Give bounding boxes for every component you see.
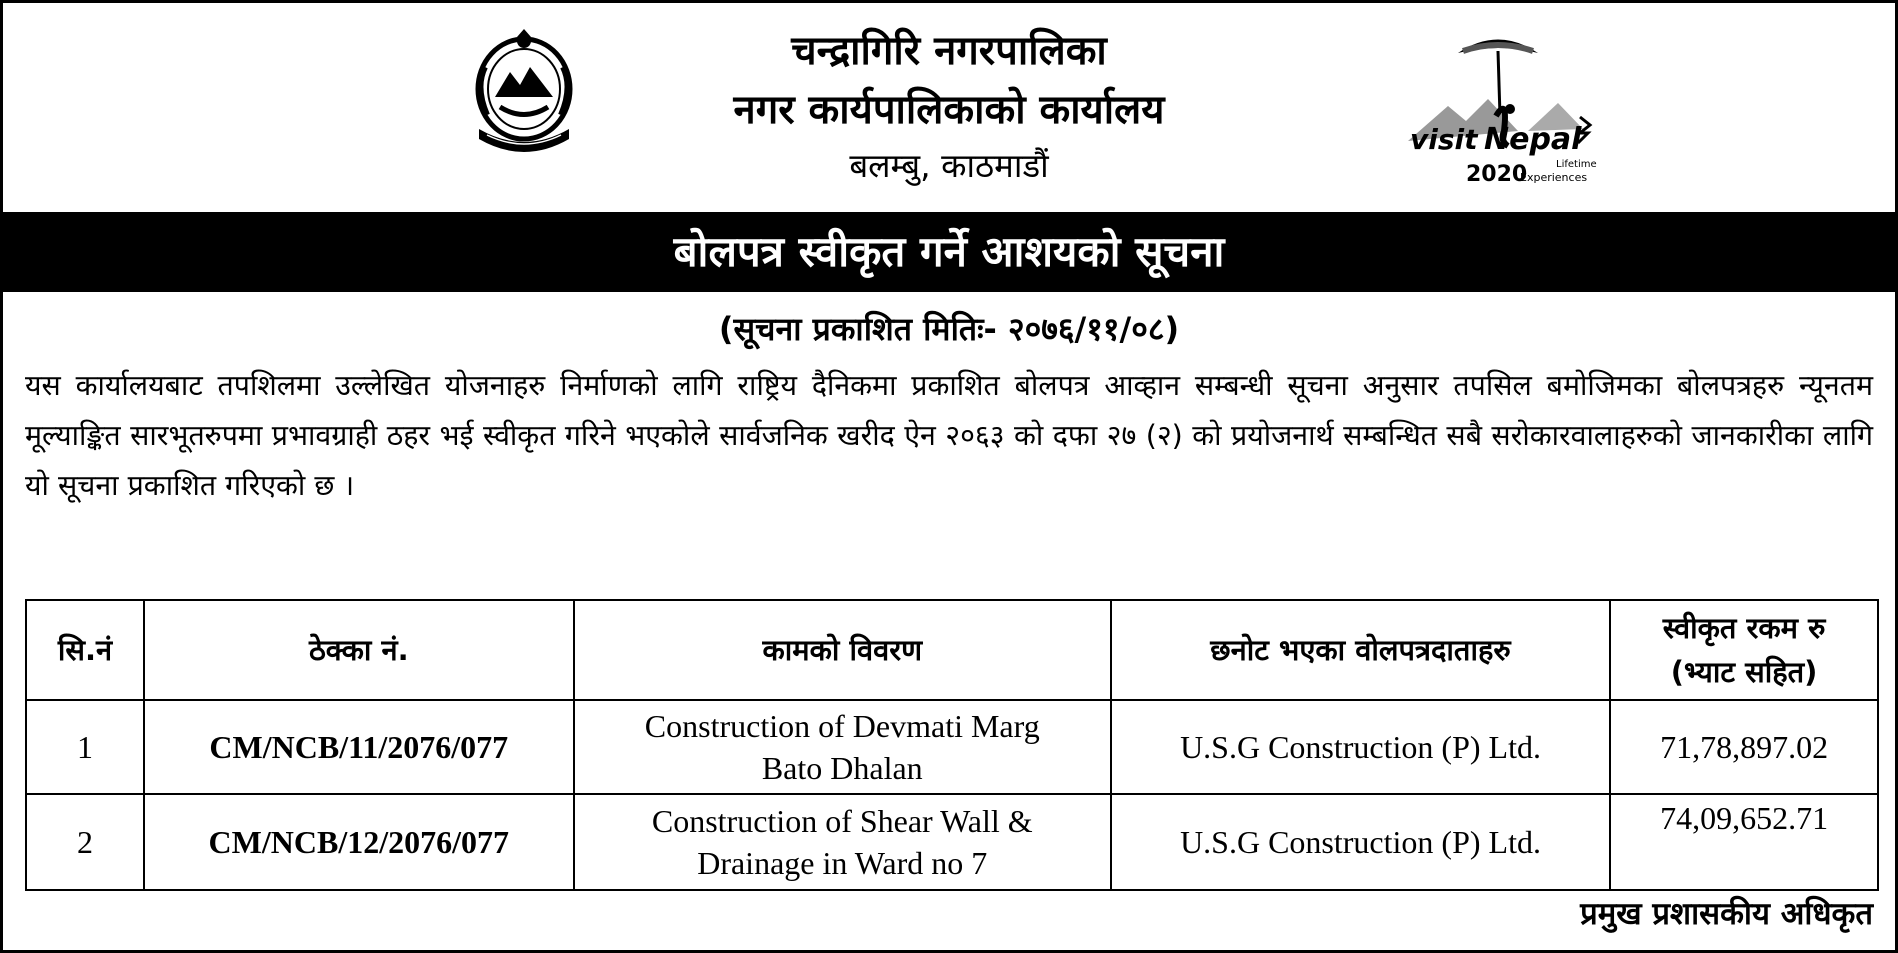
description-line-2: Bato Dhalan [761,750,923,786]
description-line-2: Drainage in Ward no 7 [697,845,988,881]
description-line-1: Construction of Devmati Marg [644,708,1040,744]
tender-table [25,599,1879,891]
cell-contract-no: CM/NCB/11/2076/077 [144,700,574,794]
cell-sn: 2 [26,794,144,890]
logo-visit-text: visit [1410,123,1478,156]
header-amount [1610,600,1878,700]
table-row [26,794,1878,890]
logo-year-text: 2020 [1466,162,1528,187]
header-contract-no: ठेक्का नं. [144,600,574,700]
header-amount-line-2: (भ्याट सहित) [1670,655,1818,689]
table-header-row [26,600,1878,700]
notice-body: यस कार्यालयबाट तपशिलमा उल्लेखित योजनाहरु निर्माणको लागि राष्ट्रिय दैनिकमा प्रकाशित बोलपत्र आव्हान सम्बन्धी सूचना अनुसार तपसिल बमोजिमका बोलपत्रहरु न्यूनतम मूल्याङ्कित सारभूतरुपमा प्रभावग्राही ठहर भई स्वीकृत गरिने भएकोले सार्वजनिक खरीद ऐन २०६३ को दफा २७ (२) को प्रयोजनार्थ सम्बन्धित सबै सरोकारवालाहरुको जानकारीका लागि यो सूचना प्रकाशित गरिएको छ । [25,369,1873,502]
cell-description [574,700,1111,794]
cell-sn: 1 [26,700,144,794]
cell-contract-no: CM/NCB/12/2076/077 [144,794,574,890]
cell-amount: 74,09,652.71 [1610,794,1878,890]
logo-nepal-text: Nepal [1484,122,1582,157]
header-description: कामको विवरण [574,600,1111,700]
header-sn: सि.नं [26,600,144,700]
cell-amount: 71,78,897.02 [1610,700,1878,794]
office-address: बलम्बु, काठमाडौं [849,146,1049,185]
cell-bidder: U.S.G Construction (P) Ltd. [1111,700,1610,794]
description-line-1: Construction of Shear Wall & [651,803,1033,839]
published-date: (सूचना प्रकाशित मितिः- २०७६/११/०८) [718,310,1180,348]
logo-tagline-2: Experiences [1520,171,1588,184]
cell-description [574,794,1111,890]
table-row [26,700,1878,794]
visit-nepal-logo-icon [1408,21,1618,196]
header-bidder: छनोट भएका वोलपत्रदाताहरु [1111,600,1610,700]
signatory-title: प्रमुख प्रशासकीय अधिकृत [1580,896,1873,932]
notice-title: बोलपत्र स्वीकृत गर्ने आशयको सूचना [3,212,1895,292]
header-amount-line-1: स्वीकृत रकम रु [1662,611,1826,645]
logo-tagline-1: Lifetime [1556,159,1597,170]
letterhead [3,3,1895,209]
cell-bidder: U.S.G Construction (P) Ltd. [1111,794,1610,890]
office-name: नगर कार्यपालिकाको कार्यालय [733,87,1165,133]
municipality-name: चन्द्रागिरि नगरपालिका [791,28,1107,74]
